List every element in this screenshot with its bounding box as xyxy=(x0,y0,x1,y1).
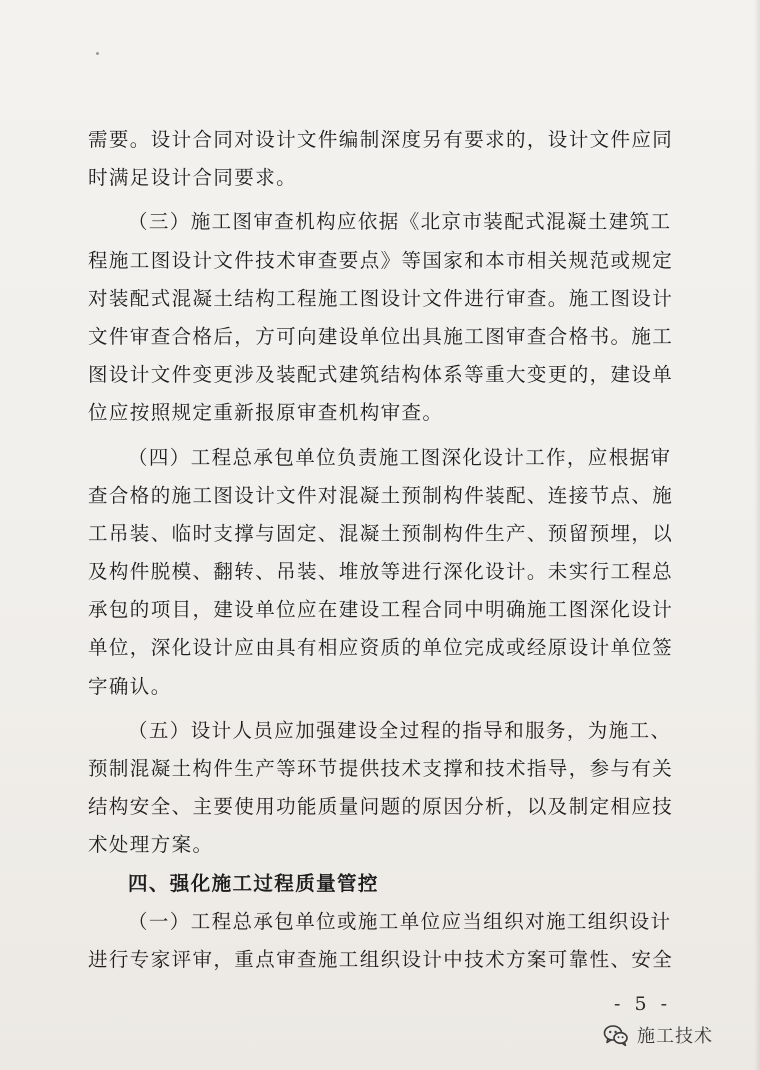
text-line: 对装配式混凝土结构工程施工图设计文件进行审查。施工图设计 xyxy=(88,286,673,310)
text-line: 时满足设计合同要求。 xyxy=(88,166,298,190)
text-line: 位应按照规定重新报原审查机构审查。 xyxy=(88,401,444,425)
text-line: 工吊装、临时支撑与固定、混凝土预制构件生产、预留预埋，以 xyxy=(88,521,673,545)
text-line: 程施工图设计文件技术审查要点》等国家和本市相关规范或规定 xyxy=(88,248,673,272)
text-line: 及构件脱模、翻转、吊装、堆放等进行深化设计。未实行工程总 xyxy=(88,560,673,584)
text-line: 图设计文件变更涉及装配式建筑结构体系等重大变更的，建设单 xyxy=(88,363,673,387)
text-line: 需要。设计合同对设计文件编制深度另有要求的，设计文件应同 xyxy=(88,128,673,151)
text-line: 进行专家评审，重点审查施工组织设计中技术方案可靠性、安全 xyxy=(88,947,673,971)
text-line: 文件审查合格后，方可向建设单位出具施工图审查合格书。施工 xyxy=(88,324,673,348)
text-line: 结构安全、主要使用功能质量问题的原因分析，以及制定相应技 xyxy=(88,795,673,819)
paragraph-start-1: （一）工程总承包单位或施工单位应当组织对施工组织设计 xyxy=(128,909,672,933)
text-line: 承包的项目，建设单位应在建设工程合同中明确施工图深化设计 xyxy=(88,598,673,622)
paragraph-start-4: （四）工程总承包单位负责施工图深化设计工作，应根据审 xyxy=(128,445,672,469)
paragraph-start-3: （三）施工图审查机构应依据《北京市装配式混凝土建筑工 xyxy=(128,210,672,234)
wechat-icon xyxy=(603,1023,629,1047)
text-line: 字确认。 xyxy=(88,674,172,698)
text-line: 单位，深化设计应由具有相应资质的单位完成或经原设计单位签 xyxy=(88,636,673,660)
document-body xyxy=(88,121,673,979)
section-heading: 四、强化施工过程质量管控 xyxy=(128,871,379,895)
page-number: - 5 - xyxy=(614,993,672,1015)
paragraph-start-5: （五）设计人员应加强建设全过程的指导和服务，为施工、 xyxy=(128,718,672,742)
watermark xyxy=(603,1022,713,1048)
text-line: 查合格的施工图设计文件对混凝土预制构件装配、连接节点、施 xyxy=(88,483,673,507)
scan-edge-shadow xyxy=(754,0,760,1070)
watermark-text: 施工技术 xyxy=(637,1026,713,1047)
text-line: 术处理方案。 xyxy=(88,833,214,857)
text-line: 预制混凝土构件生产等环节提供技术支撑和技术指导，参与有关 xyxy=(88,757,673,780)
scan-speck xyxy=(96,52,99,55)
